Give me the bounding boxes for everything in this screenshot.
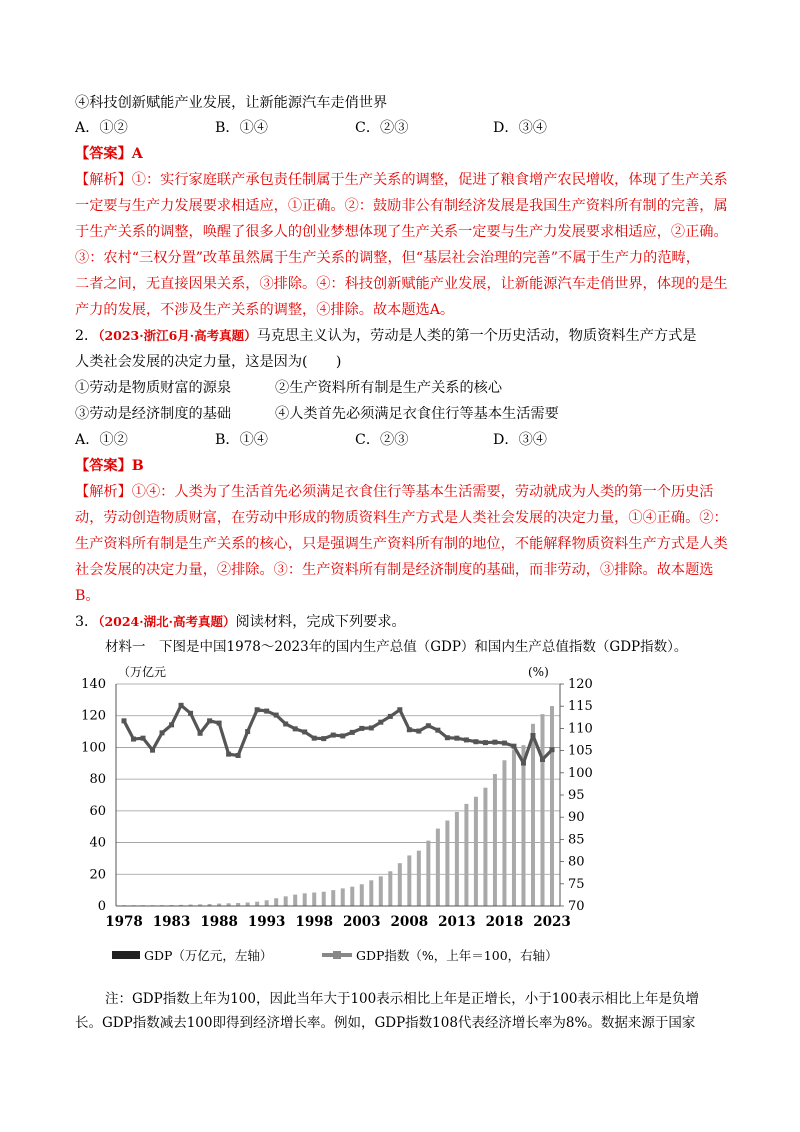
- gdp-bar: [284, 896, 288, 906]
- q2-option-2: ②生产资料所有制是生产关系的核心: [275, 380, 503, 396]
- gdp-bar: [255, 902, 259, 906]
- left-tick-label: 100: [81, 740, 106, 756]
- x-tick-label: 1983: [152, 914, 191, 930]
- gdp-index-point: [350, 730, 355, 735]
- right-tick-label: 75: [568, 876, 585, 892]
- gdp-bar: [540, 714, 544, 906]
- gdp-bar: [474, 797, 478, 906]
- gdp-bar: [360, 884, 364, 906]
- q2-analysis-line: B。: [75, 588, 100, 604]
- x-tick-label: 2003: [342, 914, 381, 930]
- gdp-index-point: [445, 735, 450, 740]
- gdp-index-point: [473, 739, 478, 744]
- gdp-index-point: [226, 752, 231, 757]
- legend-index: GDP指数（%，上年＝100，右轴）: [356, 948, 558, 963]
- x-tick-label: 1988: [200, 914, 238, 930]
- gdp-index-point: [369, 725, 374, 730]
- gdp-index-point: [264, 709, 269, 714]
- gdp-index-point: [312, 736, 317, 741]
- left-tick-label: 40: [89, 835, 106, 851]
- gdp-bar: [445, 821, 449, 906]
- q2-option-3: ③劳动是经济制度的基础: [75, 406, 232, 422]
- gdp-bar: [312, 893, 316, 906]
- right-tick-label: 120: [568, 677, 593, 692]
- gdp-index-point: [388, 714, 393, 719]
- gdp-index-point: [378, 720, 383, 725]
- right-axis-unit: (%): [528, 665, 549, 679]
- gdp-index-point: [245, 729, 250, 734]
- q2-choice-b: B．①④: [215, 432, 268, 448]
- gdp-bar: [331, 890, 335, 906]
- q2-stem-line-2: 人类社会发展的决定力量，这是因为( ): [75, 354, 342, 370]
- gdp-bar: [417, 851, 421, 906]
- q2-analysis-line: 生产资料所有制是生产关系的核心，只是强调生产资料所有制的地位，不能解释物质资料生产方式是人类: [75, 536, 728, 552]
- gdp-index-point: [283, 721, 288, 726]
- right-tick-label: 70: [568, 899, 585, 914]
- x-tick-label: 1998: [295, 914, 334, 930]
- gdp-index-point: [122, 718, 127, 723]
- q3-stem: 阅读材料，完成下列要求。: [235, 614, 406, 630]
- gdp-index-point: [236, 753, 241, 758]
- q1-answer: 【答案】A: [75, 146, 143, 162]
- left-tick-label: 80: [89, 772, 106, 788]
- gdp-index-point: [483, 740, 488, 745]
- q2-answer: 【答案】B: [75, 458, 144, 474]
- right-tick-label: 105: [568, 743, 593, 759]
- q3-source: （2024·湖北·高考真题）: [98, 614, 236, 629]
- gdp-bar: [341, 888, 345, 906]
- x-tick-label: 2023: [533, 914, 571, 930]
- gdp-index-point: [131, 737, 136, 742]
- gdp-index-point: [150, 748, 155, 753]
- q3-note-line-1: 注：GDP指数上年为100，因此当年大于100表示相比上年是正增长，小于100表示相比上年是负增: [105, 991, 699, 1007]
- left-tick-label: 60: [89, 803, 106, 819]
- q2-choice-c: C．②③: [355, 432, 409, 448]
- gdp-index-point: [160, 730, 165, 735]
- gdp-index-point: [464, 737, 469, 742]
- gdp-bar: [274, 898, 278, 906]
- gdp-index-point: [274, 713, 279, 718]
- gdp-bar: [455, 812, 459, 906]
- q2-analysis-line: 社会发展的决定力量，②排除。③：生产资料所有制是经济制度的基础，而非劳动，③排除。故本题选: [75, 562, 714, 578]
- q2-choice-a: A．①②: [75, 432, 128, 448]
- gdp-index-point: [407, 727, 412, 732]
- gdp-index-point: [255, 707, 260, 712]
- gdp-index-point: [540, 757, 545, 762]
- gdp-index-point: [169, 722, 174, 727]
- right-tick-label: 115: [568, 699, 593, 715]
- gdp-index-point: [454, 736, 459, 741]
- gdp-index-point: [141, 736, 146, 741]
- left-tick-label: 0: [97, 899, 106, 914]
- gdp-bar: [512, 749, 516, 906]
- right-tick-label: 95: [568, 788, 585, 803]
- gdp-index-point: [397, 707, 402, 712]
- q1-choice-c: C．②③: [355, 120, 409, 136]
- gdp-bar: [521, 745, 525, 906]
- q1-analysis-line: 产力的发展，不涉及生产关系的调整，④排除。故本题选A。: [75, 302, 455, 318]
- q1-option-4: ④科技创新赋能产业发展，让新能源汽车走俏世界: [75, 95, 388, 111]
- q2-option-4: ④人类首先必须满足衣食住行等基本生活需要: [275, 406, 559, 422]
- q2-number: 2．: [75, 328, 99, 344]
- gdp-index-point: [502, 741, 507, 746]
- gdp-index-point: [530, 733, 535, 738]
- right-tick-label: 110: [568, 721, 593, 737]
- right-tick-label: 90: [568, 810, 585, 826]
- q2-source: （2023·浙江6月·高考真题）: [98, 328, 257, 343]
- gdp-index-point: [511, 744, 516, 749]
- gdp-bar: [550, 706, 554, 906]
- gdp-bar: [502, 760, 506, 906]
- q3-material: 材料一 下图是中国1978～2023年的国内生产总值（GDP）和国内生产总值指数（GDP指数）。: [105, 639, 688, 655]
- q1-choice-a: A．①②: [75, 120, 128, 136]
- gdp-bar: [293, 895, 297, 906]
- gdp-bar: [426, 841, 430, 906]
- q2-stem: 马克思主义认为，劳动是人类的第一个历史活动，物质资料生产方式是: [256, 328, 697, 344]
- q1-choice-d: D．③④: [493, 120, 547, 136]
- q2-analysis-line: 【解析】①④：人类为了生活首先必须满足衣食住行等基本生活需要，劳动就成为人类的第一个历史活: [75, 484, 714, 500]
- legend-gdp: GDP（万亿元，左轴）: [144, 948, 273, 963]
- gdp-bar: [246, 903, 250, 906]
- gdp-index-point: [331, 733, 336, 738]
- gdp-index-point: [340, 733, 345, 738]
- left-tick-label: 20: [89, 867, 106, 883]
- gdp-index-point: [188, 711, 193, 716]
- gdp-bar: [350, 887, 354, 906]
- x-tick-label: 2018: [485, 914, 524, 930]
- q1-analysis-line: 于生产关系的调整，唤醒了很多人的创业梦想体现了生产关系一定要与生产力发展要求相适应，②正确。: [75, 224, 728, 240]
- x-tick-label: 1993: [247, 914, 286, 930]
- gdp-index-point: [321, 736, 326, 741]
- left-tick-label: 140: [81, 677, 106, 692]
- q2-option-1: ①劳动是物质财富的源泉: [75, 380, 232, 396]
- gdp-bar: [493, 774, 497, 906]
- gdp-index-point: [207, 718, 212, 723]
- right-tick-label: 85: [568, 832, 585, 848]
- gdp-index-point: [198, 731, 203, 736]
- q1-analysis-line: 一定要与生产力发展要求相适应，①正确。②：鼓励非公有制经济发展是我国生产资料所有制的完善，属: [75, 198, 728, 214]
- gdp-index-point: [435, 728, 440, 733]
- right-tick-label: 100: [568, 765, 593, 781]
- left-axis-unit: （万亿元: [118, 665, 167, 679]
- gdp-bar: [322, 892, 326, 906]
- x-tick-label: 2008: [390, 914, 429, 930]
- q1-analysis-line: 【解析】①：实行家庭联产承包责任制属于生产关系的调整，促进了粮食增产农民增收，体现了生产关系: [75, 172, 728, 188]
- gdp-index-point: [426, 723, 431, 728]
- gdp-bar: [407, 855, 411, 906]
- gdp-bar: [379, 876, 383, 906]
- q1-choice-b: B．①④: [215, 120, 268, 136]
- gdp-index-point: [492, 740, 497, 745]
- chart-legend: [112, 948, 558, 963]
- q2-analysis-line: 动，劳动创造物质财富，在劳动中形成的物质资料生产方式是人类社会发展的决定力量，①④正确。②：: [75, 510, 728, 526]
- gdp-index-point: [293, 726, 298, 731]
- q3-note-line-2: 长。GDP指数减去100即得到经济增长率。例如，GDP指数108代表经济增长率为8%。数据来源于国家: [75, 1015, 696, 1031]
- left-tick-label: 120: [81, 708, 106, 724]
- gdp-bar: [483, 788, 487, 906]
- gdp-index-point: [521, 761, 526, 766]
- q3-number: 3．: [75, 614, 99, 630]
- gdp-bar: [369, 880, 373, 906]
- legend-index-marker: [333, 951, 341, 959]
- gdp-bar: [436, 829, 440, 906]
- gdp-index-point: [217, 721, 222, 726]
- x-tick-label: 2013: [438, 914, 476, 930]
- gdp-bar: [464, 804, 468, 906]
- gdp-index-point: [179, 703, 184, 708]
- chart-axes: [81, 677, 593, 930]
- q1-analysis-line: ③：农村“三权分置”改革虽然属于生产关系的调整，但“基层社会治理的完善”不属于生产力的范畴，: [75, 250, 700, 266]
- x-tick-label: 1978: [105, 914, 143, 930]
- gdp-index-point: [416, 729, 421, 734]
- q1-analysis-line: 二者之间，无直接因果关系，③排除。④：科技创新赋能产业发展，让新能源汽车走俏世界，体现的是生: [75, 276, 728, 292]
- gdp-bar: [265, 900, 269, 906]
- q2-choice-d: D．③④: [493, 432, 547, 448]
- gdp-bar: [388, 871, 392, 906]
- gdp-bar: [303, 893, 307, 906]
- gdp-bar: [398, 863, 402, 906]
- legend-gdp-swatch: [112, 951, 140, 959]
- right-tick-label: 80: [568, 854, 585, 870]
- gdp-index-point: [550, 747, 555, 752]
- gdp-index-point: [302, 729, 307, 734]
- gdp-index-point: [359, 726, 364, 731]
- gdp-bar: [531, 724, 535, 906]
- gdp-index-line: [122, 703, 555, 766]
